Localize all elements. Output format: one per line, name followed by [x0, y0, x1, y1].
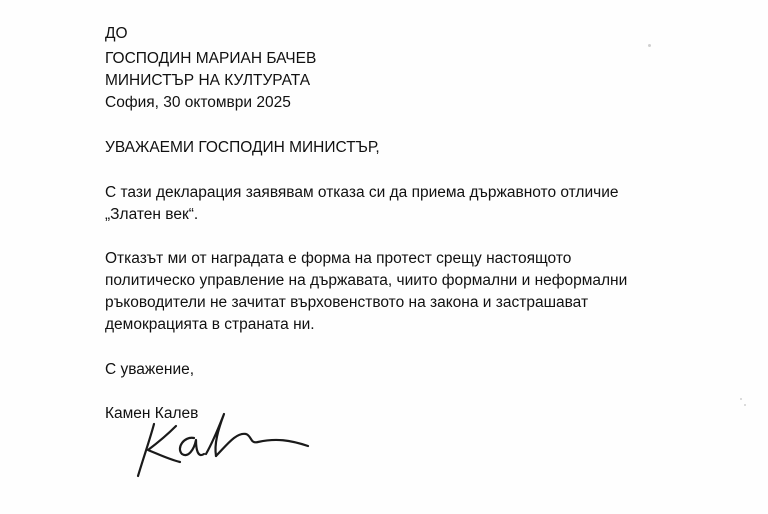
- recipient-name: ГОСПОДИН МАРИАН БАЧЕВ: [105, 50, 317, 67]
- scan-speck: [740, 398, 742, 400]
- paragraph2-line1: Отказът ми от наградата е форма на протест срещу настоящото: [105, 250, 572, 267]
- closing: С уважение,: [105, 361, 195, 378]
- paragraph1-line2: „Златен век“.: [105, 206, 199, 223]
- paragraph1-line1: С тази декларация заявявам отказа си да приема държавното отличие: [105, 184, 619, 201]
- scan-speck: [744, 404, 746, 406]
- recipient-title: МИНИСТЪР НА КУЛТУРАТА: [105, 72, 311, 89]
- signer-name: Камен Калев: [105, 405, 199, 422]
- salutation: УВАЖАЕМИ ГОСПОДИН МИНИСТЪР,: [105, 139, 380, 156]
- paragraph2-line4: демокрацията в страната ни.: [105, 316, 315, 333]
- paragraph2-line2: политическо управление на държавата, чиито формални и неформални: [105, 272, 628, 289]
- handwritten-signature: [128, 404, 318, 504]
- paragraph2-line3: ръководители не зачитат върховенството на закона и застрашават: [105, 294, 589, 311]
- scan-speck: [648, 44, 651, 47]
- recipient-to: ДО: [105, 25, 128, 42]
- place-date: София, 30 октомври 2025: [105, 94, 291, 111]
